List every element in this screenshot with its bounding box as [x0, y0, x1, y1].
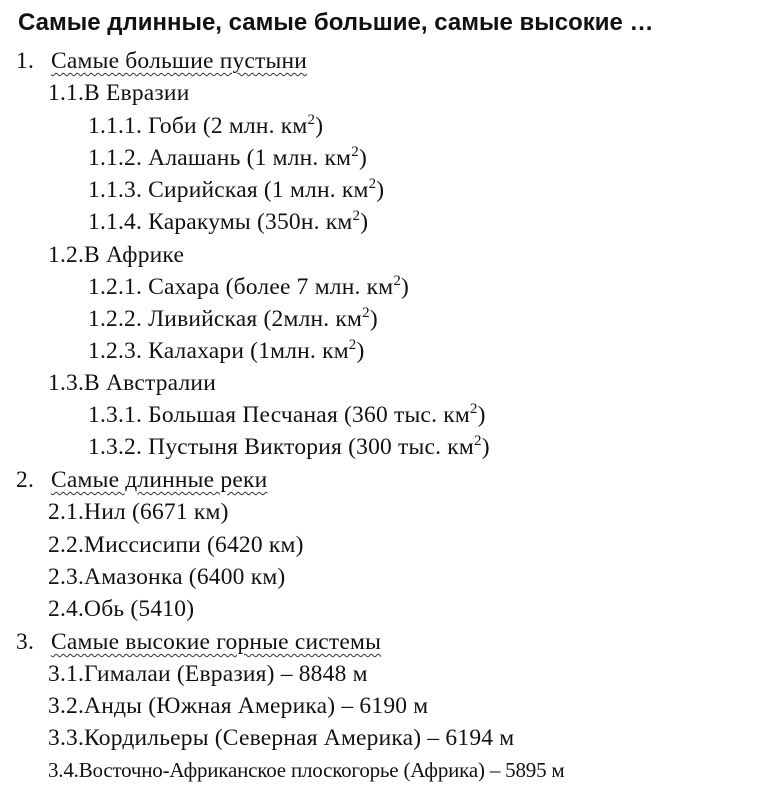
list-item: 2.3.Амазонка (6400 км)	[48, 564, 286, 590]
list-item: 1.1.4. Каракумы (350н. $км^2$)	[88, 208, 369, 235]
section-number: 3.	[16, 629, 35, 655]
list-item: 1.3.1. Большая Песчаная (360 тыс. $км^2$)	[88, 401, 486, 428]
section-title: Самые длинные реки	[51, 467, 268, 493]
list-item: 1.1.2. Алашань (1 млн. $км^2$)	[88, 144, 367, 171]
subsection-eurasia: 1.1.В Евразии	[48, 80, 190, 106]
section-mountains-heading	[16, 627, 381, 657]
list-item: 3.1.Гималаи (Евразия) – 8848 м	[48, 661, 368, 687]
page-title: Самые длинные, самые большие, самые высокие …	[18, 9, 654, 36]
section-number: 2.	[16, 467, 35, 493]
list-item: 3.3.Кордильеры (Северная Америка) – 6194 м	[48, 725, 515, 751]
list-item: 1.2.2. Ливийская (2млн. $км^2$)	[88, 305, 378, 332]
subsection-australia: 1.3.В Австралии	[48, 370, 216, 396]
subsection-africa: 1.2.В Африке	[48, 242, 185, 268]
list-item: 2.2.Миссисипи (6420 км)	[48, 532, 304, 558]
section-number: 1.	[16, 48, 35, 74]
list-item: 1.2.3. Калахари (1млн. $км^2$)	[88, 337, 365, 364]
list-item: 1.2.1. Сахара (более 7 млн. $км^2$)	[88, 273, 410, 300]
section-deserts-heading	[16, 46, 307, 76]
list-item: 3.2.Анды (Южная Америка) – 6190 м	[48, 693, 429, 719]
section-title: Самые большие пустыни	[51, 48, 308, 74]
list-item: 1.1.3. Сирийская (1 млн. $км^2$)	[88, 176, 385, 203]
list-item: 2.1.Нил (6671 км)	[48, 499, 229, 525]
section-rivers-heading	[16, 465, 267, 495]
list-item: 3.4.Восточно-Африканское плоскогорье (Африка) – 5895 м	[48, 758, 565, 782]
section-title: Самые высокие горные системы	[51, 629, 382, 655]
list-item: 2.4.Обь (5410)	[48, 596, 195, 622]
list-item: 1.3.2. Пустыня Виктория (300 тыс. $км^2$)	[88, 433, 490, 460]
list-item: 1.1.1. Гоби (2 млн. $км^2$)	[88, 112, 324, 139]
